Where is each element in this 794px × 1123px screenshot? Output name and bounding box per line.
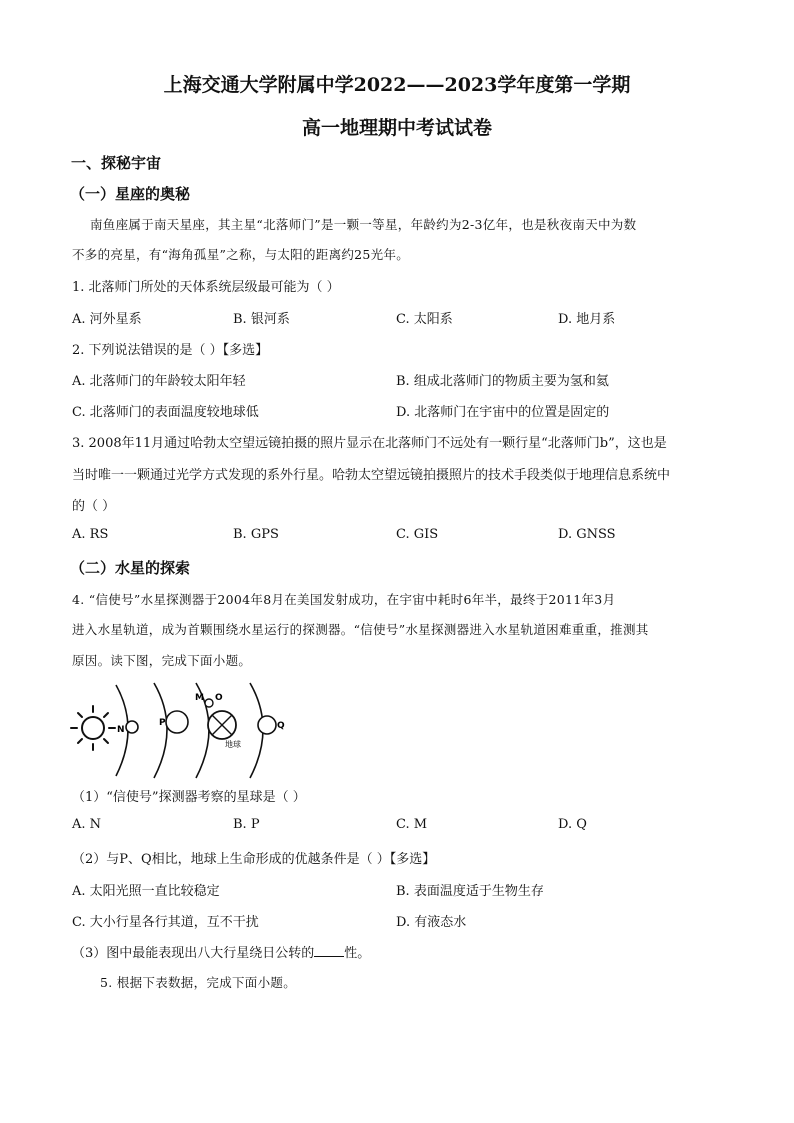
question-2-option-c: C. 北落师门的表面温度较地球低 bbox=[72, 405, 259, 420]
question-3-option-d: D. GNSS bbox=[558, 527, 616, 542]
question-4-sub3 bbox=[72, 942, 370, 961]
question-4-sub3-text-after: 性。 bbox=[344, 946, 371, 961]
question-1-option-b: B. 银河系 bbox=[233, 312, 290, 327]
label-o: O bbox=[215, 693, 223, 703]
question-3-option-b: B. GPS bbox=[233, 527, 279, 542]
question-4-sub1-option-d: D. Q bbox=[558, 817, 587, 832]
label-p: P bbox=[159, 718, 166, 728]
subsection-heading-2: （二）水星的探索 bbox=[70, 559, 191, 577]
question-3-option-a: A. RS bbox=[72, 527, 109, 542]
question-1-option-d: D. 地月系 bbox=[558, 312, 616, 327]
question-4-sub1-option-c: C. M bbox=[396, 817, 428, 832]
question-2-stem: 2. 下列说法错误的是（ ）【多选】 bbox=[72, 343, 269, 358]
planet-p bbox=[166, 711, 188, 733]
question-3-line1: 3. 2008年11月通过哈勃太空望远镜拍摄的照片显示在北落师门不远处有一颗行星“北落师门b”，这也是 bbox=[72, 436, 667, 451]
question-4-sub2-option-a: A. 太阳光照一直比较稳定 bbox=[72, 884, 220, 899]
question-1-option-c: C. 太阳系 bbox=[396, 312, 453, 327]
question-4-sub2-stem: （2）与P、Q相比，地球上生命形成的优越条件是（ ）【多选】 bbox=[72, 852, 436, 867]
solar-system-diagram bbox=[70, 680, 310, 780]
question-4-line1: 4. “信使号”水星探测器于2004年8月在美国发射成功，在宇宙中耗时6年半，最终于2011年3月 bbox=[72, 592, 616, 607]
question-2-option-d: D. 北落师门在宇宙中的位置是固定的 bbox=[396, 405, 610, 420]
label-m: M bbox=[195, 693, 204, 703]
question-4-sub1-option-a: A. N bbox=[72, 817, 102, 832]
question-4-sub2-option-d: D. 有液态水 bbox=[396, 915, 467, 930]
exam-title-line1: 上海交通大学附属中学2022——2023学年度第一学期 bbox=[163, 74, 631, 96]
question-4-sub3-text-before: （3）图中最能表现出八大行星绕日公转的 bbox=[72, 946, 315, 961]
planet-n bbox=[126, 721, 138, 733]
question-4-line2: 进入水星轨道，成为首颗围绕水星运行的探测器。“信使号”水星探测器进入水星轨道困难重重，推测其 bbox=[72, 622, 649, 637]
question-5-stem: 5. 根据下表数据，完成下面小题。 bbox=[100, 975, 297, 990]
question-2-option-b: B. 组成北落师门的物质主要为氢和氦 bbox=[396, 374, 609, 389]
orbit-lines bbox=[116, 683, 263, 778]
question-4-sub2-option-c: C. 大小行星各行其道，互不干扰 bbox=[72, 915, 259, 930]
label-earth: 地球 bbox=[225, 740, 241, 749]
planet-q bbox=[258, 716, 276, 734]
question-4-line3: 原因。读下图，完成下面小题。 bbox=[72, 653, 252, 668]
question-3-option-c: C. GIS bbox=[396, 527, 439, 542]
question-2-option-a: A. 北落师门的年龄较太阳年轻 bbox=[72, 374, 246, 389]
exam-title-line2: 高一地理期中考试试卷 bbox=[301, 117, 492, 139]
question-4-sub2-option-b: B. 表面温度适于生物生存 bbox=[396, 884, 544, 899]
question-3-line3: 的（ ） bbox=[72, 499, 116, 514]
moon-o bbox=[205, 699, 213, 707]
question-4-sub1-option-b: B. P bbox=[233, 817, 260, 832]
answer-blank bbox=[314, 955, 344, 957]
earth-icon bbox=[208, 711, 236, 739]
intro-paragraph-line1: 南鱼座属于南天星座，其主星“北落师门”是一颗一等星，年龄约为2-3亿年，也是秋夜南天中为数 bbox=[90, 217, 637, 232]
sun-icon bbox=[71, 706, 115, 750]
intro-paragraph-line2: 不多的亮星，有“海角孤星”之称，与太阳的距离约25光年。 bbox=[72, 247, 410, 262]
subsection-heading-1: （一）星座的奥秘 bbox=[70, 185, 191, 203]
question-1-stem: 1. 北落师门所处的天体系统层级最可能为（ ） bbox=[72, 280, 340, 295]
section-heading: 一、探秘宇宙 bbox=[71, 154, 162, 172]
label-n: N bbox=[117, 725, 125, 735]
question-3-line2: 当时唯一一颗通过光学方式发现的系外行星。哈勃太空望远镜拍摄照片的技术手段类似于地理信息系统中 bbox=[72, 468, 671, 483]
label-q: Q bbox=[277, 721, 285, 731]
question-4-sub1-stem: （1）“信使号”探测器考察的星球是（ ） bbox=[72, 790, 306, 805]
question-1-option-a: A. 河外星系 bbox=[72, 312, 142, 327]
